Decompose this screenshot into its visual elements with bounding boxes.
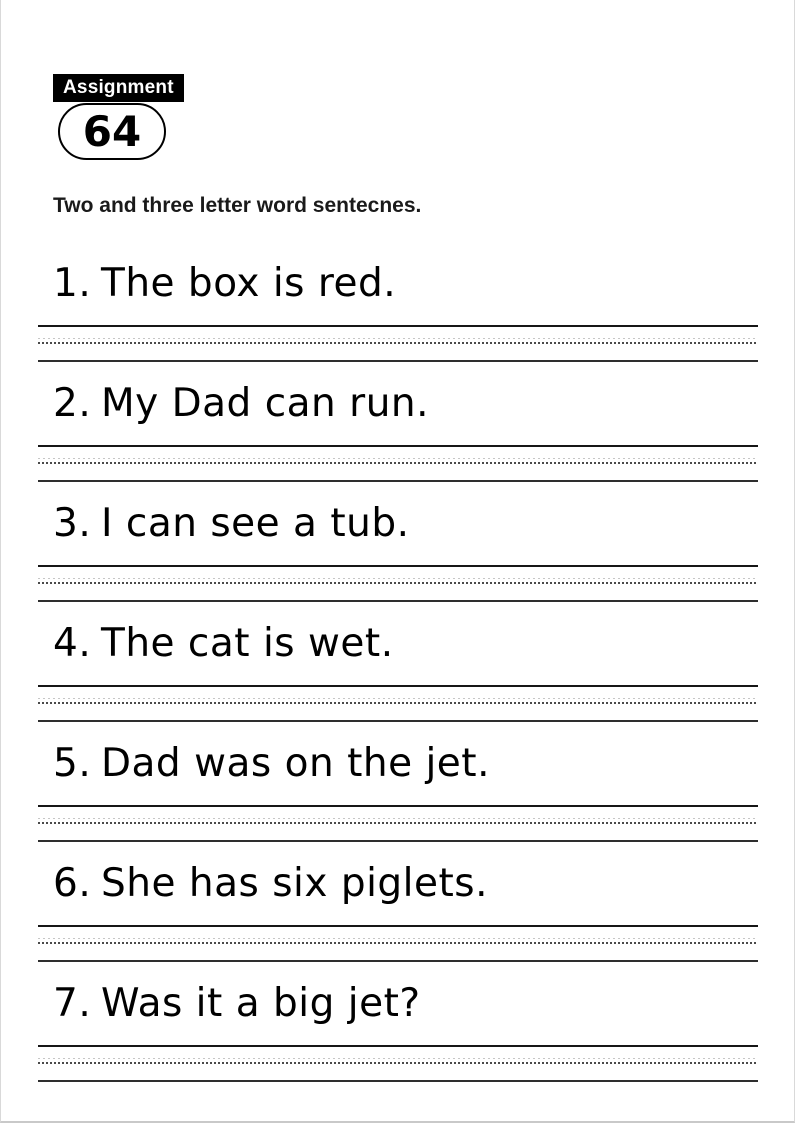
dotted-midline-faint — [38, 818, 758, 819]
sentence-unit — [38, 962, 758, 1082]
sentence-number: 4. — [53, 621, 92, 666]
sentence-row — [38, 482, 758, 565]
sentence-text: She has six piglets. — [101, 861, 489, 906]
sentence-text: Dad was on the jet. — [101, 741, 490, 786]
sentence-row — [38, 362, 758, 445]
sentence-unit — [38, 842, 758, 962]
handwriting-lines — [38, 925, 758, 962]
sentence-number: 6. — [53, 861, 92, 906]
sentence-row — [38, 602, 758, 685]
sentence-number: 3. — [53, 501, 92, 546]
dotted-midline — [38, 1062, 758, 1064]
sentence-number: 2. — [53, 381, 92, 426]
assignment-label: Assignment — [53, 74, 184, 102]
worksheet-title: Two and three letter word sentecnes. — [53, 194, 422, 217]
sentence-text: I can see a tub. — [101, 501, 410, 546]
sentence-number: 1. — [53, 261, 92, 306]
sentence-row — [38, 722, 758, 805]
dotted-midline-faint — [38, 938, 758, 939]
dotted-midline — [38, 702, 758, 704]
handwriting-lines — [38, 565, 758, 602]
dotted-midline-faint — [38, 578, 758, 579]
sentence-unit — [38, 722, 758, 842]
sentence-number: 5. — [53, 741, 92, 786]
assignment-number: 64 — [82, 106, 142, 156]
sentence-text: Was it a big jet? — [101, 981, 421, 1026]
sentence-text: The cat is wet. — [101, 621, 394, 666]
handwriting-lines — [38, 325, 758, 362]
handwriting-lines — [38, 445, 758, 482]
sentence-unit — [38, 602, 758, 722]
dotted-midline-faint — [38, 1058, 758, 1059]
sentence-number: 7. — [53, 981, 92, 1026]
dotted-midline — [38, 822, 758, 824]
sentence-unit — [38, 362, 758, 482]
sentence-text: My Dad can run. — [101, 381, 430, 426]
handwriting-lines — [38, 685, 758, 722]
sentence-list — [38, 242, 758, 1082]
assignment-header — [53, 74, 794, 160]
sentence-unit — [38, 482, 758, 602]
handwriting-lines — [38, 1045, 758, 1082]
handwriting-lines — [38, 805, 758, 842]
dotted-midline — [38, 342, 758, 344]
dotted-midline — [38, 582, 758, 584]
sentence-unit — [38, 242, 758, 362]
assignment-number-badge — [58, 103, 166, 160]
dotted-midline-faint — [38, 458, 758, 459]
sentence-row — [38, 962, 758, 1045]
dotted-midline — [38, 462, 758, 464]
sentence-text: The box is red. — [101, 261, 397, 306]
dotted-midline-faint — [38, 698, 758, 699]
dotted-midline — [38, 942, 758, 944]
sentence-row — [38, 242, 758, 325]
sentence-row — [38, 842, 758, 925]
dotted-midline-faint — [38, 338, 758, 339]
